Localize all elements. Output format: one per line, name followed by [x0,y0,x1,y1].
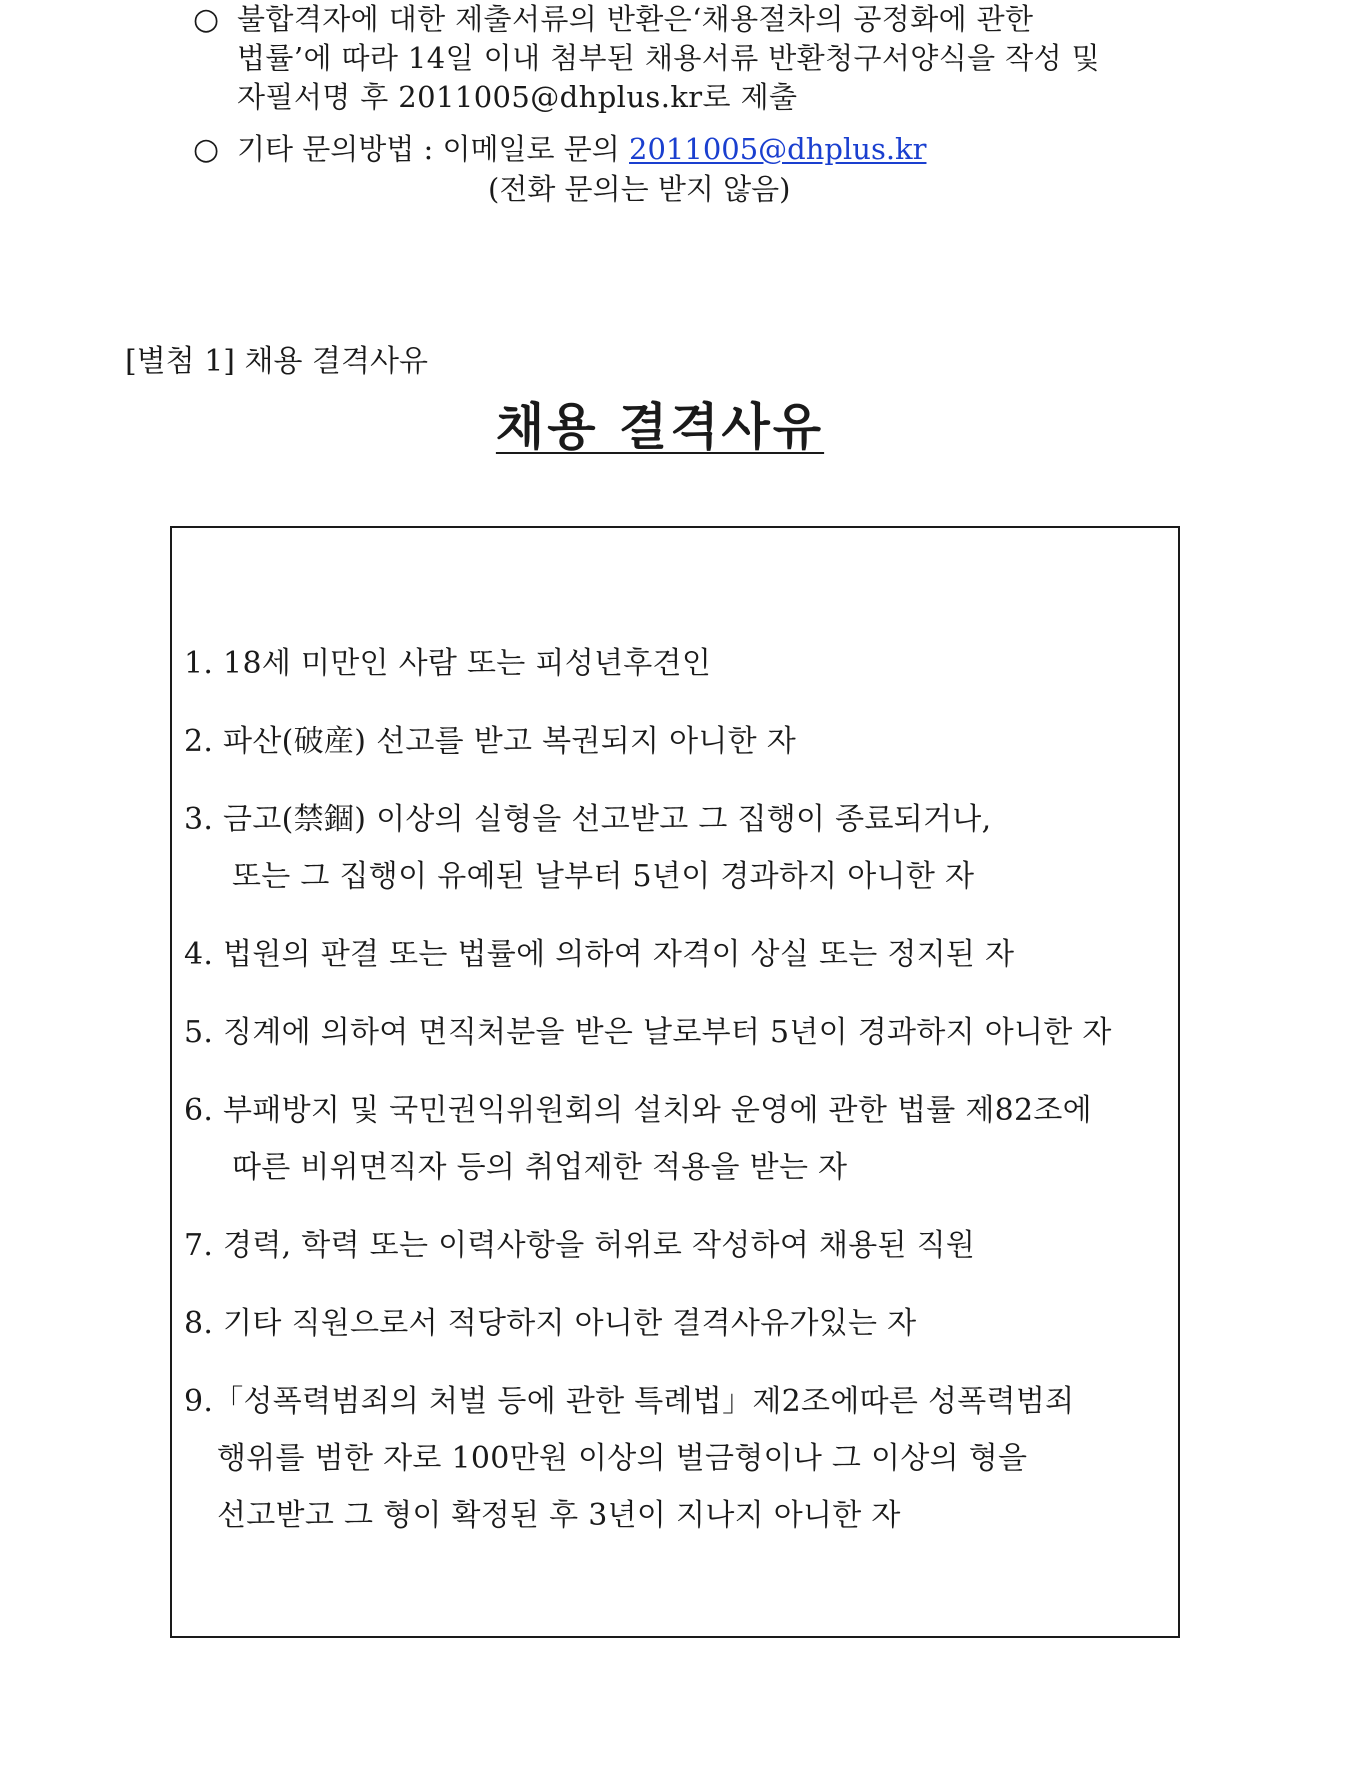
criteria-line: 5. 징계에 의하여 면직처분을 받은 날로부터 5년이 경과하지 아니한 자 [184,1015,1112,1050]
notice-row [193,0,1213,117]
criteria-item [184,713,1174,770]
criteria-line: 1. 18세 미만인 사람 또는 피성년후견인 [184,646,712,681]
criteria-line: 2. 파산(破産) 선고를 받고 복권되지 아니한 자 [184,724,797,759]
criteria-item [184,926,1174,983]
criteria-list [184,635,1174,1565]
criteria-item [184,1373,1174,1544]
page-title-text: 채용 결격사유 [495,397,825,456]
criteria-item [184,635,1174,692]
notice-line: 법률’에 따라 14일 이내 첨부된 채용서류 반환청구서양식을 작성 및 [237,41,1101,75]
criteria-line: 7. 경력, 학력 또는 이력사항을 허위로 작성하여 채용된 직원 [184,1228,976,1263]
criteria-item [184,1295,1174,1352]
criteria-line: 3. 금고(禁錮) 이상의 실형을 선고받고 그 집행이 종료되거나, [184,802,992,837]
criteria-line: 6. 부패방지 및 국민권익위원회의 설치와 운영에 관한 법률 제82조에 [184,1093,1092,1128]
criteria-line-continued: 선고받고 그 형이 확정된 후 3년이 지나지 아니한 자 [217,1498,901,1533]
criteria-line-continued: 행위를 범한 자로 100만원 이상의 벌금형이나 그 이상의 형을 [217,1441,1028,1476]
notice-contact [193,130,1213,169]
criteria-line: 8. 기타 직원으로서 적당하지 아니한 결격사유가있는 자 [184,1306,917,1341]
contact-line [237,130,926,169]
criteria-line-continued: 따른 비위면직자 등의 취업제한 적용을 받는 자 [232,1150,848,1185]
page-title [0,396,1320,458]
bullet-circle-icon: ○ [193,132,220,167]
notice-line: 불합격자에 대한 제출서류의 반환은‘채용절차의 공정화에 관한 [237,2,1034,36]
criteria-line: 4. 법원의 판결 또는 법률에 의하여 자격이 상실 또는 정지된 자 [184,937,1015,972]
contact-note: (전화 문의는 받지 않음) [488,172,791,206]
contact-prefix: 기타 문의방법 : 이메일로 문의 [237,132,630,166]
attachment-label: [별첨 1] 채용 결격사유 [125,344,428,379]
notice-text-block [237,0,1213,117]
criteria-item [184,1082,1174,1196]
criteria-item [184,791,1174,905]
criteria-item [184,1004,1174,1061]
notice-line: 자필서명 후 2011005@dhplus.kr로 제출 [237,80,798,114]
criteria-item [184,1217,1174,1274]
contact-email-link[interactable]: 2011005@dhplus.kr [629,132,927,166]
criteria-line: 9.「성폭력범죄의 처벌 등에 관한 특례법」제2조에따른 성폭력범죄 [184,1384,1075,1419]
criteria-line-continued: 또는 그 집행이 유예된 날부터 5년이 경과하지 아니한 자 [232,859,975,894]
notice-return-docs [193,0,1213,117]
contact-row [193,130,1213,169]
bullet-circle-icon: ○ [193,2,220,37]
criteria-box [170,526,1180,1638]
